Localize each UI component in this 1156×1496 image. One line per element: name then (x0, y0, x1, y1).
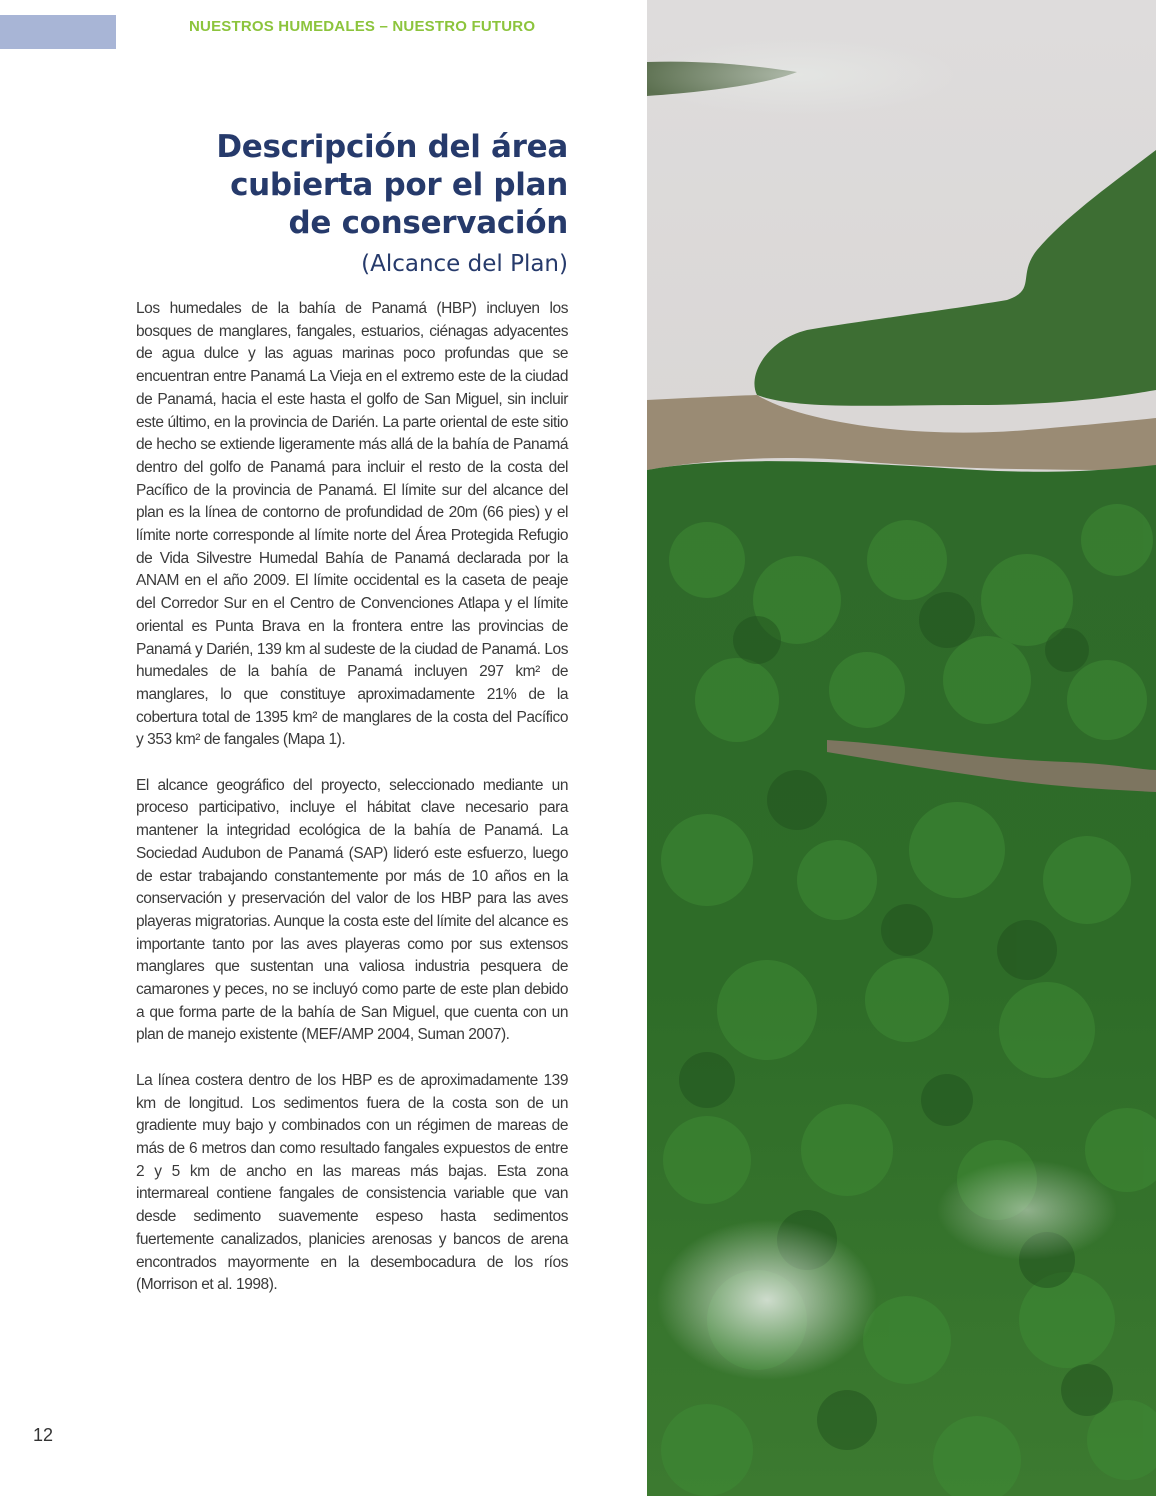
body-paragraph: La línea costera dentro de los HBP es de aproximadamente 139 km de longitud. Los sedimentos fuera de la costa son de un gradiente muy bajo y combinados con un régimen de mareas de más de 6 metros dan como resultado fangales expuestos de entre 2 y 5 km de ancho en las mareas más bajas. Esta zona intermareal contiene fangales de consistencia variable que van desde sedimento suavemente espeso hasta sedimentos fuertemente canalizados, planicies arenosas y bancos de arena encontrados mayormente en la desembocadura de los ríos (Morrison et al. 1998). (136, 1071, 568, 1294)
body-paragraph: Los humedales de la bahía de Panamá (HBP) incluyen los bosques de manglares, fangales, estuarios, ciénagas adyacentes de agua dulce y las aguas marinas poco profundas que se encuentran entre Panamá La Vieja en el extremo este de la ciudad de Panamá, hacia el este hasta el golfo de San Miguel, sin incluir este último, en la provincia de Darién. La parte oriental de este sitio de hecho se extiende ligeramente más allá de la bahía de Panamá dentro del golfo de Panamá para incluir el resto de la costa del Pacífico de la provincia de Panamá. El límite sur del alcance del plan es la línea de contorno de profundidad de 20m (66 pies) y el límite norte corresponde al límite norte del Área Protegida Refugio de Vida Silvestre Humedal Bahía de Panamá declarada por la ANAM en el año 2009. El límite occidental es la caseta de peaje del Corredor Sur en el Centro de Convenciones Atlapa y el límite oriental es Punta Brava en la frontera entre las provincias de Panamá y Darién, 139 km al sudeste de la ciudad de Panamá. Los humedales de la bahía de Panamá incluyen 297 km² de manglares, lo que constituye aproximadamente 21% de la cobertura total de 1395 km² de manglares de la costa del Pacífico y 353 km² de fangales (Mapa 1). (136, 300, 568, 749)
aerial-mangrove-photo (647, 0, 1156, 1496)
page-subtitle: (Alcance del Plan) (361, 251, 568, 277)
title-line: Descripción del área (216, 129, 568, 165)
article-body (136, 298, 568, 1320)
running-header: NUESTROS HUMEDALES – NUESTRO FUTURO (189, 18, 536, 35)
title-line: cubierta por el plan (230, 167, 568, 203)
page-title (136, 128, 568, 242)
page-number: 12 (33, 1425, 54, 1445)
body-paragraph: El alcance geográfico del proyecto, seleccionado mediante un proceso participativo, incluye el hábitat clave necesario para mantener la integridad ecológica de la bahía de Panamá. La Sociedad Audubon de Panamá (SAP) lideró este esfuerzo, luego de estar trabajando constantemente por más de 10 años en la conservación y preservación del valor de los HBP para las aves playeras migratorias. Aunque la costa este del límite del alcance es importante tanto por las aves playeras como por sus extensos manglares que sustentan una valiosa industria pesquera de camarones y peces, no se incluyó como parte de este plan debido a que forma parte de la bahía de San Miguel, que cuenta con un plan de manejo existente (MEF/AMP 2004, Suman 2007). (136, 776, 568, 1044)
header-color-tab (0, 15, 116, 49)
title-line: de conservación (288, 205, 568, 241)
